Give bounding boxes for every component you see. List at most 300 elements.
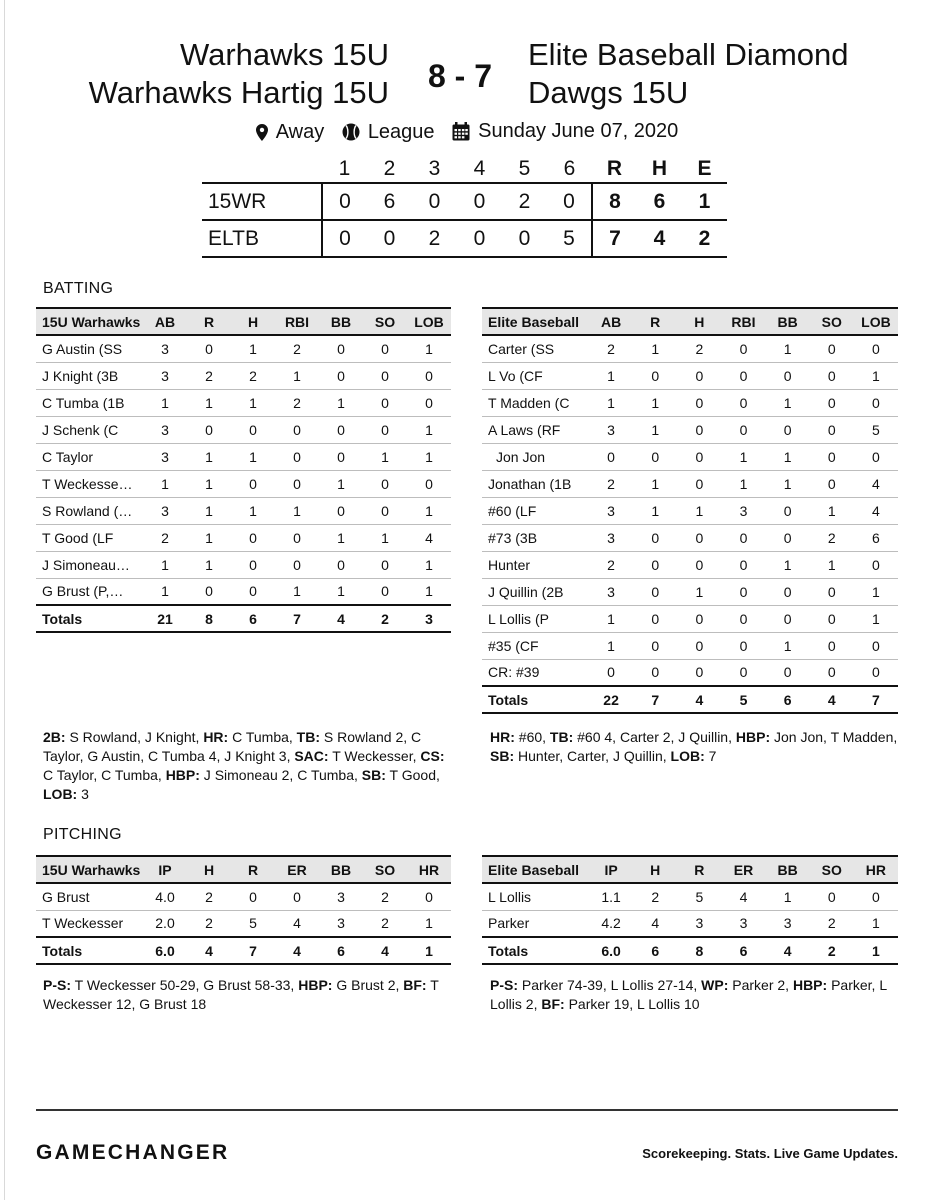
errors-header: E: [697, 156, 712, 180]
inning-header: 1: [338, 156, 351, 180]
stat-column-header: IP: [143, 856, 187, 883]
total-value: 4: [766, 937, 810, 964]
stat-value: 0: [721, 389, 765, 416]
player-row: [36, 578, 451, 605]
total-value: 7: [854, 686, 898, 713]
stat-value: 4.2: [589, 910, 633, 937]
player-name: J Simoneau…: [36, 551, 143, 578]
note-label: HR:: [490, 729, 515, 745]
game-date: Sunday June 07, 2020: [478, 120, 679, 142]
team-name-header: 15U Warhawks: [36, 308, 143, 335]
note-label: BF:: [541, 996, 565, 1012]
calendar-icon: [452, 122, 470, 141]
stat-value: 0: [231, 551, 275, 578]
batting-section-title: BATTING: [43, 280, 114, 297]
player-row: [36, 470, 451, 497]
player-name: Jon Jon: [482, 443, 589, 470]
player-name: A Laws (RF: [482, 416, 589, 443]
stat-value: 3: [766, 910, 810, 937]
note-text: T Weckesser 50-29, G Brust 58-33,: [71, 977, 299, 993]
note-text: S Rowland 2, C Taylor, G Austin, C Tumba 4, J Knight 3,: [43, 729, 422, 764]
stat-value: 0: [275, 470, 319, 497]
total-value: 21: [143, 605, 187, 632]
stat-value: 2: [187, 883, 231, 910]
stat-value: 0: [589, 443, 633, 470]
stat-value: 0: [275, 443, 319, 470]
stat-value: 0: [721, 524, 765, 551]
total-value: 6: [766, 686, 810, 713]
player-row: [36, 389, 451, 416]
stat-value: 1: [187, 389, 231, 416]
stat-value: 1: [187, 443, 231, 470]
stat-value: 0: [319, 362, 363, 389]
stat-value: 3: [589, 524, 633, 551]
hits-total: 6: [637, 183, 682, 220]
stat-value: 0: [319, 443, 363, 470]
stat-value: 4: [854, 497, 898, 524]
inning-header: 5: [518, 156, 531, 180]
inning-score: 2: [502, 183, 547, 220]
stat-value: 0: [275, 883, 319, 910]
player-row: [36, 362, 451, 389]
stat-value: 1: [721, 443, 765, 470]
player-row: [482, 524, 898, 551]
stat-column-header: SO: [363, 856, 407, 883]
stat-value: 1: [589, 362, 633, 389]
stat-value: 2: [363, 910, 407, 937]
stat-value: 0: [363, 335, 407, 362]
footer-tagline: Scorekeeping. Stats. Live Game Updates.: [642, 1146, 898, 1161]
total-value: 2: [363, 605, 407, 632]
inning-header: 4: [473, 156, 486, 180]
stat-value: 0: [810, 443, 854, 470]
stat-value: 0: [810, 470, 854, 497]
player-name: S Rowland (…: [36, 497, 143, 524]
stat-column-header: ER: [721, 856, 765, 883]
game-type-meta: [342, 121, 435, 144]
team-abbr: 15WR: [202, 183, 322, 220]
stat-value: 0: [187, 416, 231, 443]
away-batting-notes: [43, 728, 453, 804]
stat-value: 0: [677, 632, 721, 659]
stat-value: 2: [143, 524, 187, 551]
hits-header: H: [651, 156, 668, 180]
home-pitching-notes: [490, 976, 900, 1014]
totals-label: Totals: [36, 605, 143, 632]
player-row: [36, 551, 451, 578]
stat-value: 0: [677, 551, 721, 578]
stat-value: 1: [231, 335, 275, 362]
home-pitching-table: [482, 855, 898, 965]
player-row: [482, 416, 898, 443]
player-row: [482, 551, 898, 578]
line-score-row: [202, 183, 727, 220]
total-value: 7: [231, 937, 275, 964]
stat-value: 0: [854, 883, 898, 910]
note-text: C Tumba,: [228, 729, 297, 745]
stat-column-header: RBI: [275, 308, 319, 335]
away-team-name: Warhawks 15U: [179, 37, 389, 72]
stat-value: 0: [633, 551, 677, 578]
note-label: LOB:: [43, 786, 78, 802]
stat-value: 0: [766, 362, 810, 389]
player-row: [36, 335, 451, 362]
stat-value: 1: [363, 524, 407, 551]
stat-column-header: R: [633, 308, 677, 335]
stat-value: 0: [854, 443, 898, 470]
stat-value: 0: [854, 551, 898, 578]
stat-value: 4: [721, 883, 765, 910]
stat-value: 0: [721, 416, 765, 443]
note-label: HBP:: [792, 977, 828, 993]
stat-value: 0: [633, 632, 677, 659]
stat-value: 6: [854, 524, 898, 551]
note-label: WP:: [701, 977, 729, 993]
stat-value: 1: [231, 497, 275, 524]
stat-value: 1: [143, 470, 187, 497]
player-row: [36, 910, 451, 937]
inning-score: 0: [412, 183, 457, 220]
stat-value: 0: [633, 605, 677, 632]
totals-row: [36, 605, 451, 632]
stat-value: 1: [766, 335, 810, 362]
inning-score: 5: [547, 220, 592, 257]
totals-row: [482, 937, 898, 964]
player-name: L Vo (CF: [482, 362, 589, 389]
stat-value: 1: [319, 524, 363, 551]
stat-column-header: R: [231, 856, 275, 883]
stat-value: 1: [187, 524, 231, 551]
stat-value: 2: [810, 910, 854, 937]
stat-value: 0: [407, 470, 451, 497]
stat-value: 0: [363, 551, 407, 578]
baseball-icon: [342, 123, 360, 141]
stat-column-header: R: [677, 856, 721, 883]
stat-value: 1: [677, 578, 721, 605]
inning-header: 2: [383, 156, 396, 180]
player-row: [482, 335, 898, 362]
player-name: T Weckesse…: [36, 470, 143, 497]
note-label: TB:: [296, 729, 320, 745]
stat-value: 0: [319, 551, 363, 578]
stat-value: 2: [633, 883, 677, 910]
stat-value: 3: [143, 362, 187, 389]
player-name: G Brust: [36, 883, 143, 910]
stat-column-header: SO: [810, 856, 854, 883]
stat-value: 1: [187, 497, 231, 524]
final-score: 8 - 7: [427, 58, 493, 94]
note-text: 7: [704, 748, 717, 764]
stat-value: 0: [677, 362, 721, 389]
player-row: [482, 605, 898, 632]
stat-value: 0: [319, 497, 363, 524]
stat-value: 0: [721, 578, 765, 605]
runs-total: 7: [592, 220, 637, 257]
stat-value: 0: [231, 470, 275, 497]
stat-value: 3: [721, 497, 765, 524]
stat-value: 3: [319, 910, 363, 937]
stat-value: 3: [143, 497, 187, 524]
total-value: 5: [721, 686, 765, 713]
player-row: [482, 910, 898, 937]
stat-value: 1: [633, 497, 677, 524]
stat-value: 0: [677, 659, 721, 686]
stat-value: 0: [677, 605, 721, 632]
stat-column-header: H: [187, 856, 231, 883]
location-meta: [256, 121, 325, 144]
stat-value: 1: [721, 470, 765, 497]
stat-value: 5: [854, 416, 898, 443]
stat-value: 4: [854, 470, 898, 497]
stat-value: 0: [677, 416, 721, 443]
player-row: [482, 632, 898, 659]
total-value: 6: [721, 937, 765, 964]
stat-value: 3: [721, 910, 765, 937]
stat-value: 2: [187, 362, 231, 389]
player-name: Parker: [482, 910, 589, 937]
note-text: J Simoneau 2, C Tumba,: [199, 767, 362, 783]
stat-value: 1: [633, 389, 677, 416]
game-type-label: League: [367, 120, 435, 143]
stat-column-header: HR: [407, 856, 451, 883]
stat-value: 0: [854, 632, 898, 659]
stat-value: 0: [810, 416, 854, 443]
stat-value: 3: [589, 578, 633, 605]
stat-value: 1: [187, 551, 231, 578]
stat-value: 0: [677, 470, 721, 497]
stat-value: 0: [810, 578, 854, 605]
stat-value: 1: [633, 470, 677, 497]
stat-value: 0: [766, 659, 810, 686]
stats-header-row: [36, 308, 451, 335]
stat-value: 1: [407, 497, 451, 524]
stat-value: 1: [633, 335, 677, 362]
stat-value: 1: [810, 497, 854, 524]
stat-value: 1: [589, 389, 633, 416]
note-text: Parker 2,: [728, 977, 793, 993]
stat-value: 0: [363, 362, 407, 389]
total-value: 4: [677, 686, 721, 713]
player-name: CR: #39: [482, 659, 589, 686]
stat-value: 0: [677, 524, 721, 551]
stat-value: 1: [319, 389, 363, 416]
stats-header-row: [36, 856, 451, 883]
stat-value: 1: [766, 632, 810, 659]
stat-column-header: H: [633, 856, 677, 883]
totals-row: [36, 937, 451, 964]
note-label: P-S:: [490, 977, 518, 993]
stat-value: 0: [810, 389, 854, 416]
stat-value: 0: [187, 335, 231, 362]
stat-value: 1: [143, 389, 187, 416]
total-value: 2: [810, 937, 854, 964]
note-text: T Weckesser,: [328, 748, 421, 764]
stat-value: 0: [721, 632, 765, 659]
total-value: 4: [319, 605, 363, 632]
hits-total: 4: [637, 220, 682, 257]
stat-value: 0: [633, 578, 677, 605]
stat-value: 0: [275, 416, 319, 443]
stat-value: 3: [143, 443, 187, 470]
stat-value: 1: [407, 910, 451, 937]
stat-value: 0: [633, 659, 677, 686]
player-name: J Schenk (C: [36, 416, 143, 443]
stat-value: 1: [407, 578, 451, 605]
stat-value: 0: [275, 551, 319, 578]
stat-value: 1: [275, 497, 319, 524]
stat-value: 0: [854, 659, 898, 686]
player-row: [36, 416, 451, 443]
note-label: SB:: [490, 748, 515, 764]
runs-total: 8: [592, 183, 637, 220]
stat-value: 1: [275, 578, 319, 605]
team-column-header: [202, 155, 322, 183]
line-score-row: [202, 220, 727, 257]
totals-row: [482, 686, 898, 713]
stat-value: 0: [854, 389, 898, 416]
stat-column-header: SO: [810, 308, 854, 335]
stat-value: 4: [407, 524, 451, 551]
player-name: #60 (LF: [482, 497, 589, 524]
stat-value: 1: [363, 443, 407, 470]
stat-value: 1: [143, 551, 187, 578]
home-batting-table: [482, 307, 898, 714]
total-value: 6: [633, 937, 677, 964]
total-value: 7: [275, 605, 319, 632]
note-label: LOB:: [670, 748, 705, 764]
stat-value: 1: [407, 416, 451, 443]
stat-value: 0: [231, 883, 275, 910]
stat-value: 2: [363, 883, 407, 910]
total-value: 3: [407, 605, 451, 632]
stat-column-header: SO: [363, 308, 407, 335]
stat-value: 0: [363, 389, 407, 416]
player-name: T Good (LF: [36, 524, 143, 551]
stat-value: 0: [677, 389, 721, 416]
stat-value: 0: [633, 443, 677, 470]
date-meta: [452, 120, 678, 143]
stat-value: 0: [721, 362, 765, 389]
note-label: HBP:: [735, 729, 771, 745]
player-name: G Brust (P,…: [36, 578, 143, 605]
stat-value: 2: [231, 362, 275, 389]
note-label: SAC:: [294, 748, 329, 764]
stat-value: 3: [143, 335, 187, 362]
stat-column-header: H: [231, 308, 275, 335]
stat-column-header: RBI: [721, 308, 765, 335]
player-name: #73 (3B: [482, 524, 589, 551]
totals-label: Totals: [36, 937, 143, 964]
total-value: 4: [275, 937, 319, 964]
stat-column-header: AB: [589, 308, 633, 335]
stat-value: 2: [677, 335, 721, 362]
player-row: [36, 443, 451, 470]
stat-column-header: LOB: [854, 308, 898, 335]
stat-value: 1: [766, 389, 810, 416]
footer-divider: [36, 1109, 898, 1111]
player-name: J Quillin (2B: [482, 578, 589, 605]
gamechanger-logo: GAMECHANGER: [36, 1141, 230, 1164]
pitching-section-title: PITCHING: [43, 826, 122, 843]
stat-value: 0: [766, 578, 810, 605]
stat-value: 0: [810, 362, 854, 389]
home-batting-notes: [490, 728, 900, 766]
location-label: Away: [275, 121, 325, 143]
inning-score: 2: [412, 220, 457, 257]
total-value: 1: [407, 937, 451, 964]
total-value: 6: [231, 605, 275, 632]
total-value: 22: [589, 686, 633, 713]
note-label: CS:: [420, 748, 445, 764]
stat-value: 0: [187, 578, 231, 605]
total-value: 8: [677, 937, 721, 964]
stat-value: 1.1: [589, 883, 633, 910]
totals-label: Totals: [482, 686, 589, 713]
stat-value: 0: [766, 605, 810, 632]
stat-value: 2: [589, 470, 633, 497]
stat-value: 1: [319, 578, 363, 605]
total-value: 6.0: [143, 937, 187, 964]
stat-value: 0: [721, 551, 765, 578]
stat-value: 0: [810, 605, 854, 632]
player-name: Carter (SS: [482, 335, 589, 362]
home-team-names: [528, 36, 849, 112]
stat-column-header: H: [677, 308, 721, 335]
note-label: P-S:: [43, 977, 71, 993]
stat-value: 0: [810, 632, 854, 659]
stat-value: 0: [407, 883, 451, 910]
stat-value: 3: [677, 910, 721, 937]
team-name-header: 15U Warhawks: [36, 856, 143, 883]
stat-column-header: BB: [766, 856, 810, 883]
stat-value: 1: [407, 335, 451, 362]
stat-value: 3: [319, 883, 363, 910]
total-value: 4: [187, 937, 231, 964]
totals-label: Totals: [482, 937, 589, 964]
inning-score: 6: [367, 183, 412, 220]
player-name: J Knight (3B: [36, 362, 143, 389]
stat-value: 2.0: [143, 910, 187, 937]
player-row: [482, 578, 898, 605]
line-score-header: [202, 155, 727, 183]
stat-value: 0: [407, 389, 451, 416]
stats-header-row: [482, 308, 898, 335]
player-row: [482, 443, 898, 470]
stat-value: 0: [677, 443, 721, 470]
stat-column-header: ER: [275, 856, 319, 883]
note-text: S Rowland, J Knight,: [65, 729, 204, 745]
stat-value: 1: [187, 470, 231, 497]
stat-value: 1: [766, 443, 810, 470]
stat-column-header: LOB: [407, 308, 451, 335]
total-value: 4: [810, 686, 854, 713]
total-value: 7: [633, 686, 677, 713]
stat-value: 0: [589, 659, 633, 686]
stat-value: 1: [766, 470, 810, 497]
stat-value: 1: [854, 362, 898, 389]
stat-column-header: IP: [589, 856, 633, 883]
stat-value: 1: [231, 389, 275, 416]
player-name: G Austin (SS: [36, 335, 143, 362]
stat-value: 0: [231, 416, 275, 443]
inning-score: 0: [367, 220, 412, 257]
total-value: 6: [319, 937, 363, 964]
stat-value: 0: [721, 659, 765, 686]
game-meta: [0, 120, 934, 147]
location-pin-icon: [256, 124, 268, 141]
stat-value: 4.0: [143, 883, 187, 910]
stat-value: 0: [407, 362, 451, 389]
